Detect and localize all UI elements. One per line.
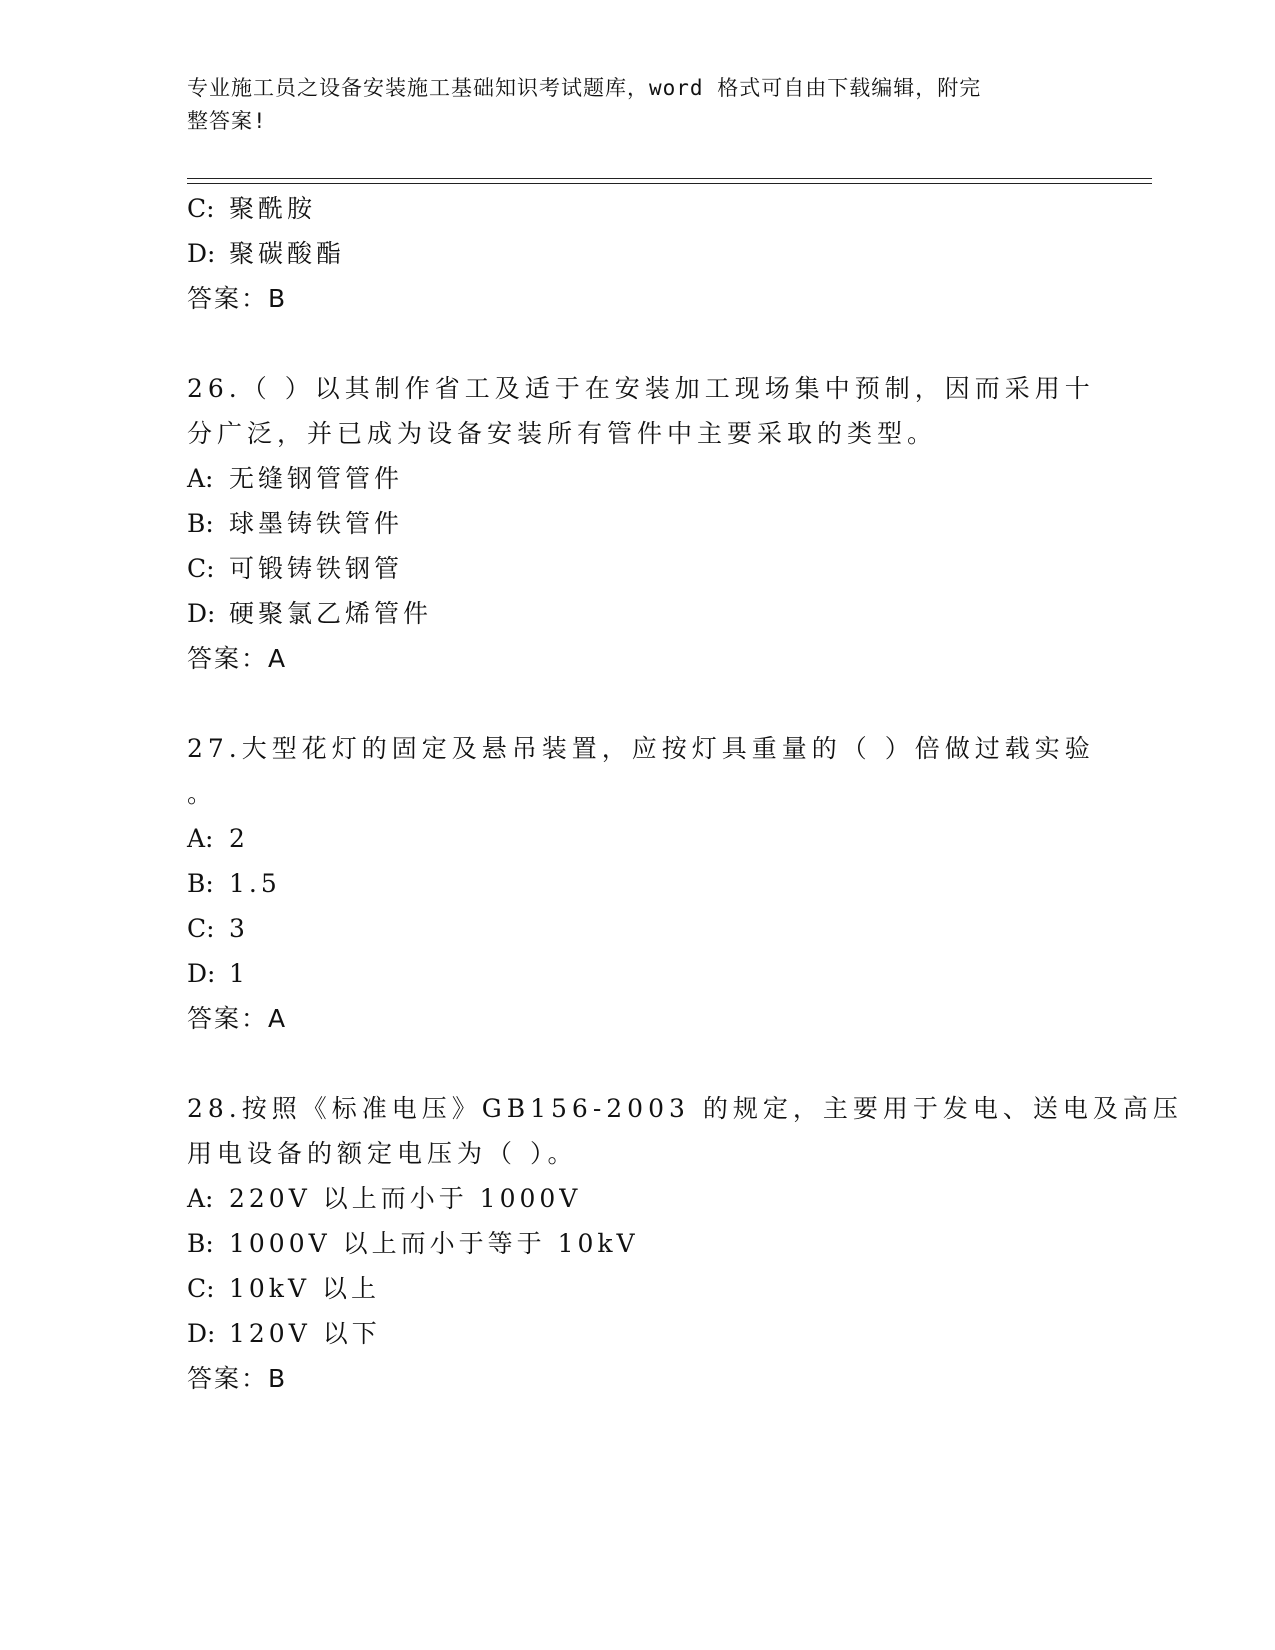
option-c [187,554,403,584]
header-divider-bottom [187,183,1152,184]
option-prefix: B: [187,869,214,898]
answer-line: 答案：B [187,1364,288,1393]
option-text: 1 [229,959,249,988]
option-d [187,239,345,269]
answer-line: 答案：B [187,284,288,313]
option-text: 无缝钢管管件 [229,464,404,493]
option-d [187,599,432,629]
option-a [187,464,403,494]
answer-line: 答案：A [187,644,288,673]
option-text: 1000V 以上而小于等于 10kV [229,1229,639,1258]
option-a [187,824,249,854]
option-text: 120V 以下 [229,1319,381,1348]
option-text: 10kV 以上 [229,1274,380,1303]
option-prefix: C: [187,554,215,583]
header-divider-top [187,178,1152,179]
option-text: 3 [229,914,249,943]
option-text: 可锻铸铁钢管 [229,554,404,583]
option-prefix: D: [187,599,216,628]
option-text: 220V 以上而小于 1000V [229,1184,582,1213]
option-prefix: C: [187,914,215,943]
option-prefix: B: [187,1229,214,1258]
option-prefix: A: [187,464,214,493]
question-28-line-1: 28.按照《标准电压》GB156-2003 的规定，主要用于发电、送电及高压 [187,1094,1183,1123]
option-c [187,194,316,224]
header-line-2: 整答案! [187,109,267,133]
option-b [187,509,403,539]
question-28-line-2: 用电设备的额定电压为（ ）。 [187,1139,578,1168]
header-line-1: 专业施工员之设备安装施工基础知识考试题库，word 格式可自由下载编辑，附完 [187,76,982,100]
option-d [187,959,249,989]
option-text: 聚酰胺 [229,194,317,223]
option-text: 聚碳酸酯 [229,239,346,268]
option-prefix: C: [187,1274,215,1303]
option-text: 2 [229,824,249,853]
option-d [187,1319,381,1349]
document-header [187,72,1067,138]
option-prefix: D: [187,959,216,988]
question-26-line-2: 分广泛，并已成为设备安装所有管件中主要采取的类型。 [187,419,938,448]
option-c [187,1274,380,1304]
option-c [187,914,249,944]
option-prefix: A: [187,824,214,853]
option-text: 球墨铸铁管件 [229,509,404,538]
option-text: 硬聚氯乙烯管件 [229,599,433,628]
question-27-line-2: 。 [187,779,218,808]
option-a [187,1184,581,1214]
option-prefix: B: [187,509,214,538]
question-26-line-1: 26.（ ）以其制作省工及适于在安装加工现场集中预制，因而采用十 [187,374,1095,403]
answer-line: 答案：A [187,1004,288,1033]
option-text: 1.5 [229,869,281,898]
option-prefix: D: [187,1319,216,1348]
question-27-line-1: 27.大型花灯的固定及悬吊装置，应按灯具重量的（ ）倍做过载实验 [187,734,1095,763]
option-prefix: D: [187,239,216,268]
option-b [187,1229,639,1259]
option-b [187,869,281,899]
option-prefix: A: [187,1184,214,1213]
option-prefix: C: [187,194,215,223]
